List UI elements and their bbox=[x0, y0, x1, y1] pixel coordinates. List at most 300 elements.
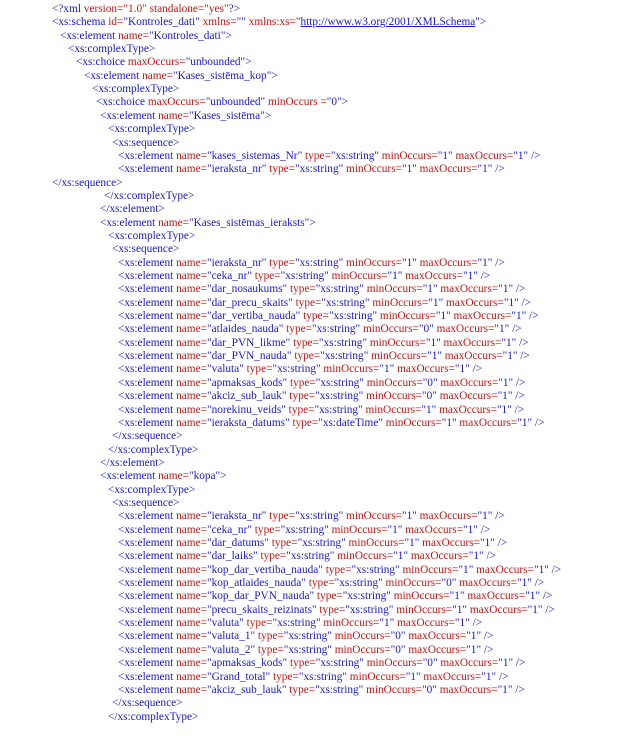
code-token: name= bbox=[176, 510, 207, 523]
code-token: /> bbox=[477, 523, 491, 536]
code-token: <xs:element bbox=[118, 323, 177, 336]
code-token: minOccurs= bbox=[343, 163, 402, 176]
code-token: <xs:element bbox=[118, 643, 177, 656]
code-token: xmlns:xs= bbox=[245, 16, 296, 29]
code-token: "1" bbox=[498, 376, 514, 389]
code-token: maxOccurs= bbox=[419, 537, 480, 549]
code-token: "1" bbox=[401, 256, 417, 269]
code-token: <xs:element bbox=[60, 29, 119, 42]
code-token: /> bbox=[477, 270, 491, 282]
code-line bbox=[112, 430, 182, 443]
code-token: <xs:element bbox=[118, 617, 177, 630]
code-token: "1" bbox=[527, 603, 543, 616]
code-token: type= bbox=[251, 523, 281, 536]
code-token: "valuta_1" bbox=[206, 630, 256, 643]
code-line bbox=[112, 137, 179, 150]
code-token: <xs:choice bbox=[76, 56, 128, 69]
code-token: <xs:element bbox=[118, 537, 177, 549]
code-line bbox=[118, 644, 493, 657]
code-token: "Kases_sistēma_kop"> bbox=[172, 69, 278, 82]
code-token: <xs:complexType> bbox=[92, 83, 180, 96]
code-token: "xs:string" bbox=[295, 163, 344, 176]
code-token: type= bbox=[257, 550, 287, 563]
code-token: "ceka_nr" bbox=[206, 523, 252, 536]
code-token: type= bbox=[266, 256, 296, 269]
code-line bbox=[100, 110, 271, 123]
code-line bbox=[76, 56, 251, 69]
code-token: name= bbox=[176, 149, 207, 162]
code-token: "0" bbox=[422, 683, 437, 696]
code-line bbox=[118, 671, 508, 684]
code-token: minOccurs= bbox=[346, 670, 406, 683]
code-token: <xs:element bbox=[118, 670, 177, 683]
code-token: /> bbox=[516, 336, 529, 349]
code-line bbox=[60, 30, 232, 43]
code-token: <xs:complexType> bbox=[108, 483, 196, 496]
code-token: "xs:string" bbox=[321, 296, 370, 309]
code-token: name= bbox=[176, 630, 207, 643]
code-token: "dar_PVN_likme" bbox=[206, 336, 291, 349]
code-token: "apmaksas_kods" bbox=[206, 657, 288, 670]
code-token: minOccurs= bbox=[363, 283, 423, 296]
code-token: minOccurs= bbox=[399, 563, 459, 576]
code-line bbox=[92, 83, 179, 96]
code-token: "1" bbox=[449, 590, 465, 603]
code-token: "1" bbox=[477, 510, 493, 523]
code-token: "1" bbox=[387, 523, 403, 536]
code-line bbox=[118, 404, 524, 417]
code-token: "xs:string" bbox=[315, 376, 364, 389]
code-token: type= bbox=[285, 403, 315, 416]
code-token: maxOccurs= bbox=[394, 617, 455, 630]
code-token: /> bbox=[511, 403, 525, 416]
code-token: "0" bbox=[390, 630, 406, 643]
code-token: "atlaides_nauda" bbox=[206, 323, 284, 336]
code-token: minOccurs= bbox=[363, 683, 423, 696]
code-token: maxOccurs= bbox=[437, 657, 499, 670]
code-line bbox=[96, 96, 348, 109]
code-token: name= bbox=[176, 670, 207, 683]
code-token: <xs:element bbox=[100, 109, 159, 122]
code-token: <xs:element bbox=[100, 470, 159, 483]
code-line bbox=[118, 163, 505, 176]
code-line bbox=[100, 203, 165, 216]
code-token: "0" bbox=[441, 577, 457, 590]
code-token: type= bbox=[289, 416, 319, 429]
code-token: "1" bbox=[497, 683, 513, 696]
code-token: "0" bbox=[418, 323, 434, 336]
code-token: /> bbox=[492, 256, 505, 269]
code-token: "kases_sistemas_Nr" bbox=[206, 149, 303, 162]
code-token: "1" bbox=[428, 296, 444, 309]
code-token: maxOccurs= bbox=[473, 563, 534, 576]
code-token: "kop_dar_vertiba_nauda" bbox=[206, 563, 323, 576]
code-token: type= bbox=[251, 270, 281, 282]
code-token: /> bbox=[469, 363, 483, 376]
code-line bbox=[118, 257, 505, 270]
code-token: type= bbox=[292, 296, 322, 309]
code-token: name= bbox=[176, 550, 207, 563]
code-token: type= bbox=[243, 617, 273, 630]
code-token: minOccurs= bbox=[345, 537, 405, 549]
code-token: minOccurs= bbox=[331, 643, 391, 656]
code-token: "1" bbox=[477, 256, 493, 269]
code-token: /> bbox=[469, 617, 483, 630]
code-token: /> bbox=[481, 630, 494, 643]
code-token: "1" bbox=[501, 336, 517, 349]
code-token: maxOccurs= bbox=[440, 336, 502, 349]
code-line bbox=[100, 457, 165, 470]
code-token: </xs:complexType> bbox=[108, 443, 199, 456]
code-token: "1" bbox=[533, 563, 549, 576]
code-token: <xs:element bbox=[118, 390, 177, 403]
code-token: "1" bbox=[458, 563, 474, 576]
code-token: "1" bbox=[405, 670, 421, 683]
code-token: /> bbox=[526, 310, 539, 323]
code-token: "xs:string" bbox=[330, 149, 379, 162]
code-token: minOccurs= bbox=[382, 577, 442, 590]
code-token: maxOccurs= bbox=[433, 323, 495, 336]
code-token: maxOccurs= bbox=[127, 56, 186, 69]
code-token: /> bbox=[548, 563, 562, 576]
code-token: "1" bbox=[387, 270, 403, 282]
code-token: "xs:string" bbox=[286, 550, 335, 563]
code-line bbox=[118, 323, 522, 336]
code-token: name= bbox=[176, 537, 207, 549]
code-token: "unbounded" bbox=[205, 96, 266, 109]
code-token: "valuta" bbox=[206, 617, 244, 630]
code-token: name= bbox=[176, 350, 207, 363]
code-token: </xs:complexType> bbox=[104, 189, 195, 202]
code-token: <xs:element bbox=[118, 336, 177, 349]
code-token: maxOccurs= bbox=[402, 523, 464, 536]
code-line bbox=[118, 524, 490, 537]
code-token: name= bbox=[176, 403, 207, 416]
code-token: /> bbox=[518, 296, 532, 309]
code-token: <xs:element bbox=[118, 416, 177, 429]
code-token: "1" bbox=[480, 537, 495, 549]
code-line bbox=[118, 590, 552, 603]
code-token: "xs:string" bbox=[351, 563, 400, 576]
code-line bbox=[112, 697, 182, 710]
code-token: <xs:element bbox=[84, 69, 143, 82]
code-token: /> bbox=[496, 670, 509, 683]
code-token: minOccurs= bbox=[363, 390, 423, 403]
code-token: maxOccurs= bbox=[416, 256, 478, 269]
code-token: "1" bbox=[427, 350, 442, 363]
code-token: minOccurs= bbox=[363, 657, 423, 670]
code-token: "ieraksta_nr" bbox=[206, 163, 267, 176]
code-token: "xs:string" bbox=[312, 323, 361, 336]
code-token: "xs:string" bbox=[283, 630, 332, 643]
code-token: "Kases_sistēma"> bbox=[188, 109, 272, 122]
code-token: minOccurs= bbox=[363, 376, 423, 389]
code-token: /> bbox=[513, 376, 526, 389]
code-token: /> bbox=[481, 643, 494, 656]
code-token: minOccurs= bbox=[390, 590, 450, 603]
code-token: <xs:choice bbox=[96, 96, 148, 109]
code-token: type= bbox=[287, 283, 316, 296]
code-token: "valuta_2" bbox=[206, 643, 256, 656]
code-token: "akciz_sub_lauk" bbox=[206, 390, 287, 403]
code-token: "1" bbox=[497, 390, 513, 403]
code-token: name= bbox=[176, 163, 207, 176]
code-token: "1" bbox=[454, 363, 470, 376]
code-line bbox=[84, 70, 278, 83]
code-token: </xs:sequence> bbox=[52, 176, 123, 189]
code-token: "kop_dar_PVN_nauda" bbox=[206, 590, 315, 603]
code-token: minOccurs= bbox=[328, 523, 388, 536]
code-line bbox=[108, 123, 195, 136]
code-token: name= bbox=[176, 323, 207, 336]
code-token: "xs:string" bbox=[315, 657, 364, 670]
code-token: <xs:element bbox=[118, 630, 177, 643]
code-line bbox=[118, 630, 493, 643]
code-token: minOccurs= bbox=[367, 336, 426, 349]
code-token: maxOccurs= bbox=[450, 310, 512, 323]
code-token: type= bbox=[286, 683, 316, 696]
code-token: "1" bbox=[422, 283, 438, 296]
code-line bbox=[100, 470, 227, 483]
code-token: type= bbox=[302, 149, 331, 162]
code-token: "xs:string" bbox=[297, 537, 346, 549]
code-token: "xs:string" bbox=[272, 617, 321, 630]
code-line bbox=[108, 230, 195, 243]
code-token: maxOccurs= bbox=[394, 363, 455, 376]
code-token: name= bbox=[118, 29, 149, 42]
code-token: minOccurs= bbox=[320, 363, 380, 376]
code-token: name= bbox=[176, 617, 207, 630]
code-token: <xs:element bbox=[118, 283, 177, 296]
code-token: name= bbox=[176, 577, 207, 590]
code-token: name= bbox=[176, 563, 207, 576]
code-token: /> bbox=[542, 603, 555, 616]
code-token: maxOccurs= bbox=[456, 416, 518, 429]
code-token: "xs:string" bbox=[315, 683, 364, 696]
code-token: "1" bbox=[498, 283, 514, 296]
code-token: "precu_skaits_reizinats" bbox=[206, 603, 317, 616]
code-line bbox=[52, 3, 240, 16]
code-token: minOccurs= bbox=[328, 270, 388, 282]
code-token: maxOccurs= bbox=[436, 390, 498, 403]
code-token: "1" bbox=[437, 149, 453, 162]
code-token: maxOccurs= bbox=[416, 510, 478, 523]
code-token: "valuta" bbox=[206, 363, 244, 376]
code-token: minOccurs= bbox=[378, 149, 438, 162]
code-token: "apmaksas_kods" bbox=[206, 376, 288, 389]
code-token: "xs:dateTime" bbox=[318, 416, 383, 429]
code-token: "xs:string" bbox=[342, 590, 391, 603]
code-token: <xs:element bbox=[118, 376, 177, 389]
code-token: minOccurs = bbox=[265, 96, 327, 109]
code-token: type= bbox=[266, 163, 296, 176]
code-line bbox=[52, 177, 122, 190]
code-token: name= bbox=[176, 363, 207, 376]
code-token: type= bbox=[305, 577, 335, 590]
code-token: </xs:complexType> bbox=[108, 710, 199, 723]
code-token: "0" bbox=[422, 657, 438, 670]
code-token: <xs:schema bbox=[52, 16, 109, 29]
code-token: name= bbox=[176, 256, 207, 269]
code-token: <xs:element bbox=[118, 510, 177, 523]
code-token: /> bbox=[540, 590, 553, 603]
code-token: /> bbox=[532, 416, 545, 429]
code-token: type= bbox=[255, 643, 284, 656]
code-token: name= bbox=[142, 69, 173, 82]
code-token: name= bbox=[176, 416, 207, 429]
code-token: minOccurs= bbox=[382, 416, 442, 429]
code-token: "0"> bbox=[326, 96, 348, 109]
code-token: "0" bbox=[390, 643, 406, 656]
code-token: <xs:element bbox=[118, 523, 177, 536]
code-token: maxOccurs= bbox=[467, 603, 528, 616]
code-token: "ieraksta_nr" bbox=[206, 256, 267, 269]
code-line bbox=[118, 310, 539, 323]
code-token: maxOccurs= bbox=[408, 550, 469, 563]
code-token: /> bbox=[512, 683, 525, 696]
code-token: </xs:sequence> bbox=[112, 430, 183, 443]
code-token: <xs:complexType> bbox=[108, 229, 196, 242]
code-token: </xs:element> bbox=[100, 203, 165, 216]
code-line bbox=[100, 217, 316, 230]
code-token: "1" bbox=[466, 643, 482, 656]
code-token: maxOccurs= bbox=[443, 296, 504, 309]
code-token: minOccurs= bbox=[369, 296, 429, 309]
code-token: maxOccurs= bbox=[436, 683, 498, 696]
code-token: "1" bbox=[517, 577, 532, 590]
code-token: "1" bbox=[477, 163, 493, 176]
code-token: "kop_atlaides_nauda" bbox=[206, 577, 306, 590]
code-token: minOccurs= bbox=[343, 510, 402, 523]
code-token: "ieraksta_nr" bbox=[206, 510, 267, 523]
code-token: "xs:string" bbox=[272, 363, 321, 376]
code-token: </xs:element> bbox=[100, 456, 165, 469]
code-token: <xs:complexType> bbox=[68, 43, 156, 56]
code-token: type= bbox=[255, 630, 284, 643]
code-token: "xs:string" bbox=[298, 670, 347, 683]
code-token: type= bbox=[291, 350, 321, 363]
code-token: "1" bbox=[421, 403, 437, 416]
code-token: /> bbox=[512, 390, 525, 403]
code-token: minOccurs= bbox=[320, 617, 380, 630]
code-token: "dar_PVN_nauda" bbox=[206, 350, 292, 363]
code-line bbox=[118, 510, 505, 523]
code-token: <xs:sequence> bbox=[112, 136, 180, 149]
code-line bbox=[52, 16, 486, 29]
code-token: minOccurs= bbox=[360, 323, 419, 336]
code-token: "1" bbox=[404, 537, 420, 549]
code-token: "1" bbox=[525, 590, 541, 603]
code-token: xmlns= bbox=[199, 16, 237, 29]
code-token: "xs:string" bbox=[334, 577, 383, 590]
code-token: name= bbox=[176, 390, 207, 403]
code-line bbox=[118, 150, 540, 163]
code-line bbox=[118, 577, 544, 590]
code-line bbox=[118, 337, 529, 350]
code-token: name= bbox=[158, 109, 189, 122]
code-token: "xs:string" bbox=[280, 270, 329, 282]
code-token: maxOccurs= bbox=[420, 670, 482, 683]
code-token: type= bbox=[287, 376, 316, 389]
code-token: type= bbox=[283, 323, 312, 336]
code-token: "1" bbox=[393, 550, 409, 563]
code-token: maxOccurs= bbox=[147, 96, 206, 109]
code-token: "1" bbox=[517, 416, 533, 429]
code-token: minOccurs= bbox=[377, 310, 436, 323]
code-token: <xs:element bbox=[118, 350, 177, 363]
code-line bbox=[112, 497, 179, 510]
code-token: <xs:element bbox=[118, 563, 177, 576]
code-line bbox=[118, 537, 507, 550]
code-token: "xs:string" bbox=[295, 256, 344, 269]
code-token: "1" bbox=[452, 603, 468, 616]
code-token: "1" bbox=[513, 149, 529, 162]
code-token: "1" bbox=[503, 296, 519, 309]
code-token: name= bbox=[176, 376, 207, 389]
code-token: maxOccurs= bbox=[456, 577, 518, 590]
code-token: "> bbox=[475, 16, 487, 29]
code-token: name= bbox=[176, 523, 207, 536]
code-token: name= bbox=[158, 216, 189, 229]
code-token: name= bbox=[176, 270, 207, 282]
code-token: minOccurs= bbox=[362, 403, 422, 416]
code-line bbox=[68, 43, 155, 56]
code-line bbox=[118, 377, 525, 390]
code-token: maxOccurs= bbox=[452, 149, 514, 162]
code-line bbox=[118, 350, 530, 363]
code-token: <xs:element bbox=[118, 590, 177, 603]
code-token: "1" bbox=[401, 163, 417, 176]
code-token: "0" bbox=[422, 376, 438, 389]
code-token: type= bbox=[316, 603, 346, 616]
code-token: /> bbox=[513, 657, 526, 670]
code-token: minOccurs= bbox=[393, 603, 453, 616]
code-token: <xs:element bbox=[118, 363, 177, 376]
code-token: "0" bbox=[422, 390, 437, 403]
code-token: "dar_nosaukums" bbox=[206, 283, 288, 296]
code-token: <xs:element bbox=[118, 683, 177, 696]
code-token: "dar_vertiba_nauda" bbox=[206, 310, 301, 323]
code-token: "xs:string" bbox=[318, 336, 368, 349]
code-token: "1" bbox=[441, 416, 457, 429]
code-line bbox=[108, 444, 198, 457]
code-token: <xs:element bbox=[118, 310, 177, 323]
code-token: /> bbox=[528, 149, 541, 162]
code-line bbox=[118, 550, 496, 563]
code-token: "1" bbox=[454, 617, 470, 630]
code-token: "1" bbox=[496, 403, 512, 416]
code-token: minOccurs= bbox=[368, 350, 428, 363]
code-token: /> bbox=[517, 350, 530, 363]
code-token: id= bbox=[108, 16, 124, 29]
code-token: maxOccurs= bbox=[441, 350, 503, 363]
code-token: type= bbox=[270, 670, 299, 683]
schema-url-link[interactable]: http://www.w3.org/2001/XMLSchema bbox=[300, 16, 476, 29]
code-token: "unbounded"> bbox=[185, 56, 252, 69]
code-token: name= bbox=[176, 590, 207, 603]
code-token: version="1.0" standalone="yes" bbox=[83, 3, 229, 15]
code-token: type= bbox=[286, 390, 316, 403]
code-token: /> bbox=[531, 577, 545, 590]
code-token: "1" bbox=[466, 630, 482, 643]
code-token: type= bbox=[287, 657, 316, 670]
code-token: "1" bbox=[498, 657, 514, 670]
code-token: "xs:string" bbox=[280, 523, 329, 536]
code-token: <xs:element bbox=[118, 577, 177, 590]
code-line bbox=[118, 283, 525, 296]
code-token: "dar_laiks" bbox=[206, 550, 258, 563]
code-token: "xs:string" bbox=[315, 390, 364, 403]
